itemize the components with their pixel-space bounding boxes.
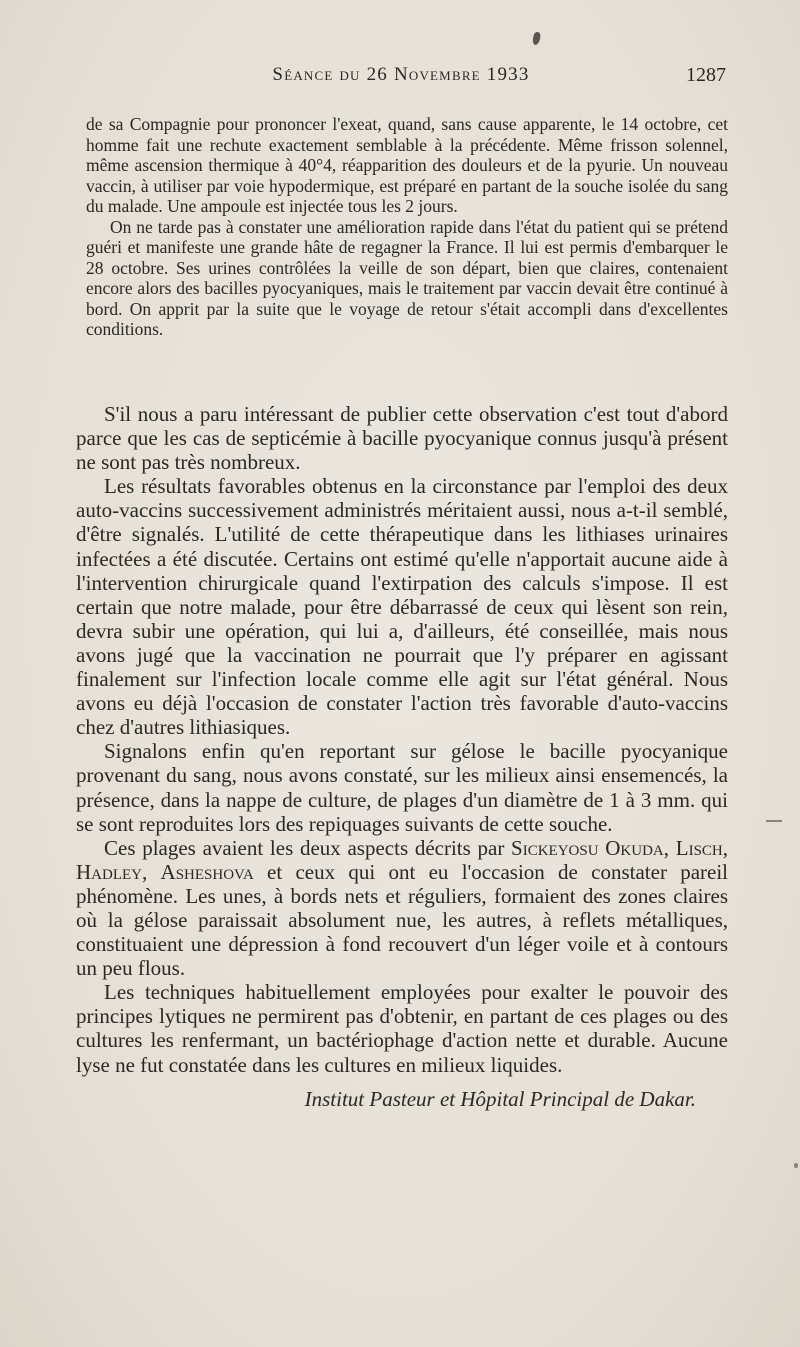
- discussion-paragraph-1: S'il nous a paru intéressant de publier cette observation c'est tout d'abord parce que les cas de septicémie à bacille pyocyanique connus jusqu'à présent ne sont pas très nombreux.: [76, 402, 728, 475]
- discussion-paragraph-3: Signalons enfin qu'en reportant sur gélose le bacille pyocyanique provenant du sang, nous avons constaté, sur les milieux ainsi ensemencés, la présence, dans la nappe de culture, de plages d'un diamètre de 1 à 3 mm. qui se sont reproduites lors des repiquages suivants de cette souche.: [76, 739, 728, 836]
- author-lisch: Lisch: [675, 835, 723, 860]
- author-asheshova: Asheshova: [160, 859, 254, 884]
- page-number: 1287: [686, 64, 726, 86]
- discussion-paragraph-5: Les techniques habituellement employées pour exalter le pouvoir des principes lytiques ne permirent pas d'obtenir, en partant de ces plages ou des cultures les renfermant, un bactériophage d'action nette et durable. Aucune lyse ne fut constatée dans les cultures en milieux liquides.: [76, 980, 728, 1077]
- case-report-block: [86, 114, 728, 340]
- discussion-paragraph-2: Les résultats favorables obtenus en la circonstance par l'emploi des deux auto-vaccins successivement administrés méritaient aussi, nous a-t-il semblé, d'être signalés. L'utilité de cette thérapeutique dans les lithiases urinaires infectées a été discutée. Certains ont estimé qu'elle n'apportait aucune aide à l'intervention chirurgicale quand l'extirpation des calculs s'impose. Il est certain que notre malade, pour être débarrassé de ceux qui lèsent son rein, devra subir une opération, qui lui a, d'ailleurs, été conseillée, mais nous avons jugé que la vaccination ne pourrait que l'y préparer en agissant finalement sur l'infection locale comme elle agit sur l'état général. Nous avons eu déjà l'occasion de constater l'action très favorable d'auto-vaccins chez d'autres lithiasiques.: [76, 474, 728, 740]
- page-header: [76, 64, 726, 94]
- running-head: Séance du 26 Novembre 1933: [272, 64, 530, 85]
- discussion-block: [76, 402, 728, 1111]
- institution-signature: Institut Pasteur et Hôpital Principal de Dakar.: [304, 1086, 696, 1111]
- p4-text-before: Ces plages avaient les deux aspects décrits par: [104, 835, 512, 860]
- discussion-paragraph-4: [76, 836, 728, 981]
- author-okuda: Sickeyosu Okuda: [511, 835, 664, 860]
- margin-mark: [794, 1163, 798, 1168]
- p4-sep-3: ,: [142, 859, 161, 884]
- case-report-paragraph-2: On ne tarde pas à constater une amélioration rapide dans l'état du patient qui se prétend guéri et manifeste une grande hâte de regagner la France. Il lui est permis d'embarquer le 28 octobre. Ses urines contrôlées la veille de son départ, bien que claires, contenaient encore alors des bacilles pyocyaniques, mais le traitement par vaccin devait être continué à bord. On apprit par la suite que le voyage de retour s'était accompli dans d'excellentes conditions.: [86, 216, 728, 339]
- p4-text-after: et ceux qui ont eu l'occasion de constater pareil phénomène. Les unes, à bords nets et réguliers, formaient des zones claires où la gélose paraissait absolument nue, les autres, à reflets métalliques, constituaient une dépression à fond recouvert d'un léger voile et à contours un peu flous.: [76, 859, 729, 981]
- case-report-paragraph-1: de sa Compagnie pour prononcer l'exeat, quand, sans cause apparente, le 14 octobre, cet homme fait une rechute exactement semblable à la précédente. Même frisson solennel, même ascension thermique à 40°4, réapparition des douleurs et de la pyurie. Un nouveau vaccin, à utiliser par voie hypodermique, est préparé en partant de la souche isolée du sang du malade. Une ampoule est injectée tous les 2 jours.: [86, 114, 728, 216]
- p4-sep-1: ,: [663, 835, 676, 860]
- ink-smudge: [532, 31, 542, 45]
- margin-mark: [766, 820, 782, 822]
- author-hadley: Hadley: [76, 859, 142, 884]
- p4-sep-2: ,: [722, 835, 729, 860]
